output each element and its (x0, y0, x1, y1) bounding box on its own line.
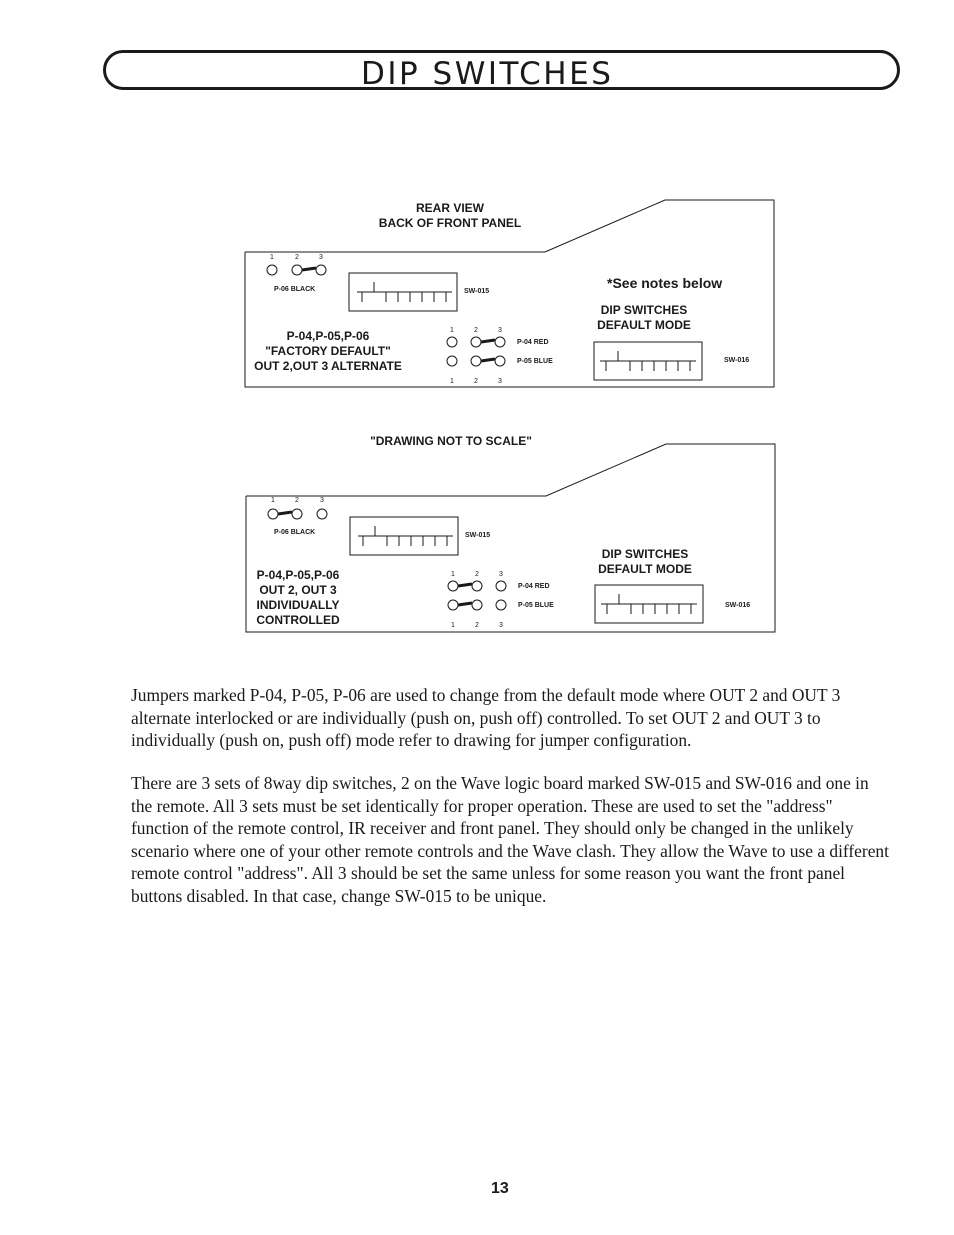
sw016-switch-2 (595, 585, 750, 623)
p04-p05-jumpers-2 (448, 571, 554, 629)
mode-line1: P-04,P-05,P-06 (286, 329, 370, 343)
diagram-heading-line1: REAR VIEW (415, 201, 485, 215)
dip-label-2-line1: DIP SWITCHES (601, 547, 689, 561)
svg-text:2: 2 (475, 622, 479, 629)
svg-text:2: 2 (474, 378, 478, 385)
dip-label-2-line2: DEFAULT MODE (598, 562, 692, 576)
dip-label-line2: DEFAULT MODE (597, 318, 691, 332)
svg-text:1: 1 (451, 571, 455, 578)
p06-jumper-2 (268, 497, 327, 536)
dip-switch-explanation-paragraph: There are 3 sets of 8way dip switches, 2 on the Wave logic board marked SW-015 and SW-016 and one in the remote. All 3 sets must be set identically for proper operation. These are used to set the "address" function of the remote control, IR receiver and front panel. They should only be changed in the unlikely scenario where one of your other remote controls and the Wave clash. They allow the Wave to use a different remote control "address". All 3 should be set the same unless for some reason you want the front panel buttons disabled. In that case, change SW-015 to be unique. (131, 773, 889, 906)
svg-text:2: 2 (474, 327, 478, 334)
page-title: DIP SWITCHES (361, 56, 614, 92)
scale-note: "DRAWING NOT TO SCALE" (370, 434, 532, 448)
svg-text:3: 3 (499, 571, 503, 578)
svg-text:1: 1 (270, 254, 274, 261)
sw015-switch-2 (350, 517, 490, 555)
svg-text:3: 3 (498, 378, 502, 385)
dip-label-line1: DIP SWITCHES (600, 303, 688, 317)
page-number: 13 (491, 1180, 509, 1197)
svg-text:1: 1 (450, 327, 454, 334)
mode-2-line2: OUT 2, OUT 3 (259, 583, 337, 597)
p04-label: P-04 RED (517, 339, 549, 346)
svg-text:SW-015: SW-015 (465, 532, 491, 539)
diagram-heading-line2: BACK OF FRONT PANEL (378, 216, 522, 230)
p06-jumper-1 (267, 254, 326, 293)
svg-text:1: 1 (450, 378, 454, 385)
svg-text:P-05 BLUE: P-05 BLUE (518, 602, 554, 609)
svg-text:3: 3 (319, 254, 323, 261)
svg-text:1: 1 (451, 622, 455, 629)
mode-2-line3: INDIVIDUALLY (256, 598, 340, 612)
svg-text:P-04 RED: P-04 RED (518, 583, 550, 590)
mode-line3: OUT 2,OUT 3 ALTERNATE (254, 359, 402, 373)
see-notes-note: *See notes below (607, 275, 723, 291)
panel-individually-controlled (246, 444, 775, 632)
mode-line2: "FACTORY DEFAULT" (265, 344, 391, 358)
svg-text:P-06 BLACK: P-06 BLACK (274, 529, 316, 536)
sw016-label: SW-016 (724, 357, 750, 364)
p06-label: P-06 BLACK (274, 286, 316, 293)
sw015-label: SW-015 (464, 288, 490, 295)
svg-text:3: 3 (320, 497, 324, 504)
svg-text:2: 2 (295, 497, 299, 504)
p04-p05-jumpers-1 (447, 327, 553, 385)
svg-text:3: 3 (499, 622, 503, 629)
mode-2-line4: CONTROLLED (256, 613, 340, 627)
svg-text:2: 2 (475, 571, 479, 578)
jumper-explanation-paragraph: Jumpers marked P-04, P-05, P-06 are used to change from the default mode where OUT 2 and OUT 3 alternate interlocked or are individually (push on, push off) controlled. To set OUT 2 and OUT 3 to individually (push on, push off) mode refer to drawing for jumper configuration. (131, 685, 841, 750)
mode-2-line1: P-04,P-05,P-06 (256, 568, 340, 582)
svg-text:1: 1 (271, 497, 275, 504)
svg-text:SW-016: SW-016 (725, 602, 751, 609)
sw015-switch-1 (349, 273, 489, 311)
p05-label: P-05 BLUE (517, 358, 553, 365)
svg-text:3: 3 (498, 327, 502, 334)
svg-text:2: 2 (295, 254, 299, 261)
sw016-switch-1 (594, 342, 749, 380)
